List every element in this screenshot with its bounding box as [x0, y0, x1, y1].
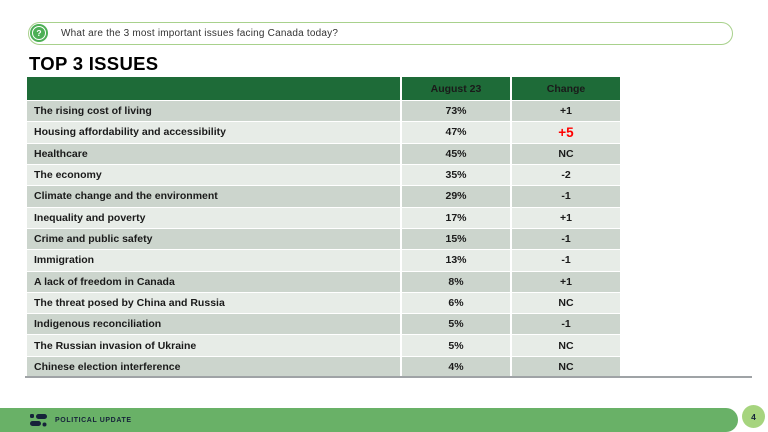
cell-issue: Immigration: [34, 254, 95, 267]
table-row: [27, 143, 620, 164]
header-cell-issue: [27, 77, 400, 100]
cell-august23: 45%: [400, 144, 510, 164]
cell-august23: 13%: [400, 250, 510, 270]
table-row: [27, 249, 620, 270]
cell-august23: 4%: [400, 357, 510, 377]
cell-change: +1: [510, 272, 620, 292]
cell-august23: 5%: [400, 335, 510, 355]
table-row: [27, 185, 620, 206]
cell-august23: 29%: [400, 186, 510, 206]
table-row: [27, 356, 620, 377]
table-row: [27, 207, 620, 228]
issues-table: [27, 77, 620, 377]
cell-issue: Chinese election interference: [34, 360, 181, 373]
cell-august23: 73%: [400, 101, 510, 121]
cell-change: NC: [510, 144, 620, 164]
cell-change: NC: [510, 335, 620, 355]
cell-change: +1: [510, 101, 620, 121]
page-number-badge: 4: [742, 405, 765, 428]
cell-change: -1: [510, 229, 620, 249]
cell-change: -1: [510, 186, 620, 206]
page-title: TOP 3 ISSUES: [29, 53, 159, 74]
footer-label: POLITICAL UPDATE: [55, 416, 132, 424]
cell-change: NC: [510, 293, 620, 313]
table-row: [27, 100, 620, 121]
cell-issue: Inequality and poverty: [34, 211, 146, 224]
header-cell-change: Change: [510, 77, 620, 100]
cell-change: -1: [510, 314, 620, 334]
cell-august23: 17%: [400, 208, 510, 228]
question-text: What are the 3 most important issues facing Canada today?: [61, 28, 339, 39]
question-mark-icon: ?: [30, 24, 48, 42]
cell-issue: Crime and public safety: [34, 233, 153, 246]
table-row: [27, 121, 620, 142]
cell-august23: 47%: [400, 122, 510, 142]
brand-logo-icon: [30, 414, 47, 427]
cell-issue: The threat posed by China and Russia: [34, 296, 225, 309]
table-rows: [27, 100, 620, 377]
table-header: [27, 77, 620, 100]
table-row: [27, 334, 620, 355]
cell-issue: The economy: [34, 169, 102, 182]
table-row: [27, 313, 620, 334]
footer-bar: [0, 408, 738, 432]
cell-issue: Indigenous reconciliation: [34, 318, 162, 331]
question-bar: [28, 22, 733, 45]
table-row: [27, 292, 620, 313]
cell-issue: Housing affordability and accessibility: [34, 126, 226, 139]
cell-issue: Healthcare: [34, 147, 88, 160]
cell-august23: 6%: [400, 293, 510, 313]
cell-issue: The rising cost of living: [34, 105, 152, 118]
cell-change: +5: [510, 122, 620, 142]
cell-change: -2: [510, 165, 620, 185]
table-row: [27, 271, 620, 292]
cell-change: -1: [510, 250, 620, 270]
cell-august23: 8%: [400, 272, 510, 292]
header-cell-august23: August 23: [400, 77, 510, 100]
cell-august23: 5%: [400, 314, 510, 334]
cell-issue: Climate change and the environment: [34, 190, 218, 203]
table-underline: [25, 376, 752, 378]
cell-issue: A lack of freedom in Canada: [34, 275, 175, 288]
cell-august23: 35%: [400, 165, 510, 185]
cell-change: NC: [510, 357, 620, 377]
cell-change: +1: [510, 208, 620, 228]
table-row: [27, 228, 620, 249]
cell-issue: The Russian invasion of Ukraine: [34, 339, 197, 352]
cell-august23: 15%: [400, 229, 510, 249]
table-row: [27, 164, 620, 185]
